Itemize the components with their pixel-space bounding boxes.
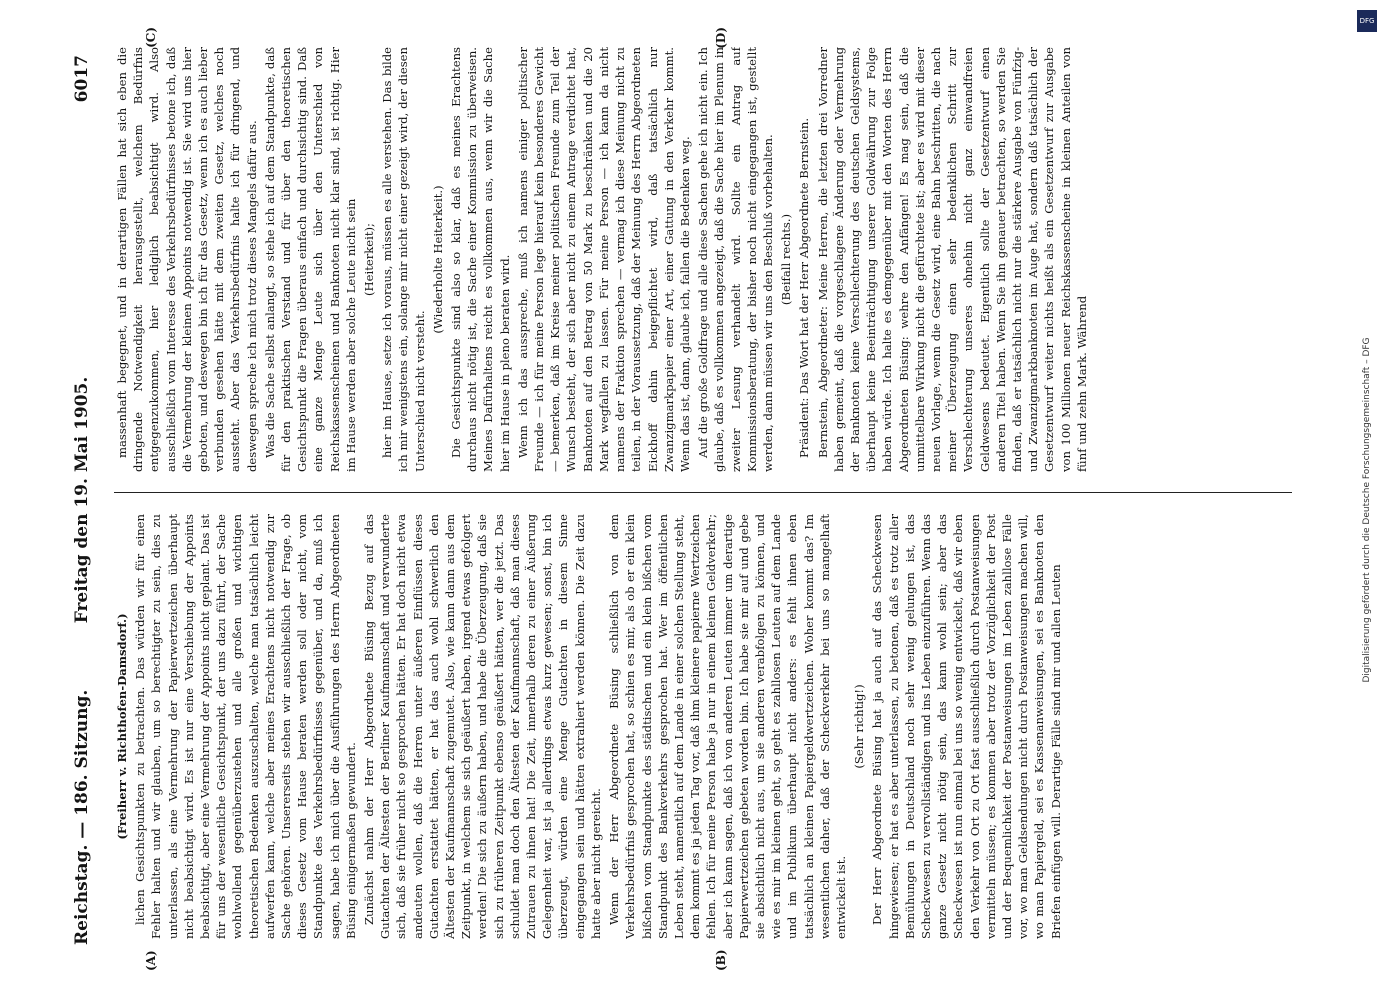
margin-mark-a: (A) (143, 950, 158, 971)
paragraph: Bernstein, Abgeordneter: Meine Herren, die letzten drei Vorredner haben gemeint, daß die vorgeschlagene Änderung oder Vermehrung der Banknoten keine Verschlechterung des deutschen Geldsystems, überhaupt keine Beeinträchtigung unserer Goldwährung zur Folge haben würde. Ich halte es demgegenüber mit den Worten des Herrn Abgeordneten Büsing: wehre den Anfängen! Es mag sein, daß die unmittelbare Wirkung nicht die gefürchtete ist; aber es wird mit dieser neuen Vorlage, wenn die Gesetz wird, eine Bahn beschritten, die nach meiner Überzeugung einen sehr bedenklichen Schritt zur Verschlechterung unseres ohnehin nicht ganz einwandfreien Geldwesens bedeutet. Eigentlich sollte der Gesetzentwurf einen anderen Titel haben. Wenn Sie ihn genauer betrachten, so werden Sie finden, daß er tatsächlich nicht nur die stärkere Ausgabe von Fünfzig- und Zwanzigmarkbanknoten im Auge hat, sondern daß tatsächlich der Gesetzentwurf weiter nichts heißt als ein Gesetzentwurf zur Ausgabe von 100 Millionen neuer Reichskassenscheine in kleinen Anteilen von fünf und zehn Mark. Während (815, 47, 1089, 472)
paragraph: Wenn der Herr Abgeordnete Büsing schließlich von dem Verkehrsbedürfnis gesprochen hat, so schien es mir, als ob er ein klein bißchen vom Standpunkte des städtischen und ein klein bißchen vom Standpunkt des Bankverkehrs gesprochen hat. Wer im öffentlichen Leben steht, namentlich auf dem Lande in einer solchen Stellung steht, dem kommt es ja jeden Tag vor, daß ihm kleinere papierne Wertzeichen fehlen. Ich für meine Person habe ja nur in einem kleinen Geldverkehr; aber ich kann sagen, daß ich von anderen Leuten immer um derartige Papierwertzeichen gebeten worden bin. Ich habe sie mir auf und gebe sie absichtlich nicht aus, um sie anderen verabfolgen zu können, und wie es mir im kleinen geht, so geht es zahllosen Leuten auf dem Lande und im Publikum überhaupt nicht anders: es fehlt ihnen eben tatsächlich an kleinen Papiergeldwertzeichen. Woher kommt das? Im wesentlichen daher, daß der Scheckverkehr bei uns so mangelhaft entwickelt ist. (606, 514, 848, 939)
rotated-sheet (62, 25, 1322, 975)
paragraph: massenhaft begegnet, und in derartigen Fällen hat sich eben die dringende Notwendigkeit herausgestellt, welchem Bedürfnis entgegenzukommen, hier lediglich beabsichtigt wird. Also ausschließlich vom Interesse des Verkehrsbedürfnisses betone ich, daß die Vermehrung der kleinen Appoints notwendig ist. Sie wird uns hier geboten, und deswegen bin ich für das Gesetz, wenn ich es auch lieber verbunden gesehen hätte mit dem zweiten Gesetz, welches noch aussteht. Aber das Verkehrsbedürfnis halte ich für dringend, und deswegen spreche ich mich trotz dieses Mangels dafür aus. (114, 47, 259, 472)
dfg-sidebar (1354, 10, 1380, 990)
interjection: (Wiederholte Heiterkeit.) (430, 185, 445, 334)
interjection: (Sehr richtig!) (851, 684, 866, 769)
funding-caption: Digitalisierung gefördert durch die Deutsche Forschungsgemeinschaft – DFG (1362, 337, 1372, 683)
paragraph: Wenn ich das ausspreche, muß ich namens einiger politischer Freunde — ich für meine Person lege hierauf kein besonderes Gewicht — bemerken, daß im Kreise meiner politischen Freunde zum Teil der Wunsch besteht, der sich aber nicht zu einem Antrage verdichtet hat, Banknoten auf den Betrag von 50 Mark zu beschränken und die 20 Mark wegfallen zu lassen. Für meine Person — ich kann da nicht namens der Fraktion sprechen — vermag ich diese Meinung nicht zu teilen, in der Voraussetzung, daß der Meinung des Herrn Abgeordneten Eickhoff dahin beigepflichtet wird, daß tatsächlich nur Zwanzigmarkpapier einer Art, einer Gattung in den Verkehr kommt. Wenn das ist, dann, glaube ich, fallen die Bedenken weg. (515, 47, 692, 472)
paragraph: lichen Gesichtspunkten zu betrachten. Das würden wir für einen Fehler halten und wir glauben, um so berechtigter zu sein, dies zu unterlassen, als eine Vermehrung der Papierwertzeichen überhaupt nicht beabsichtigt wird. Es ist nur eine Verschiebung der Appoints beabsichtigt, aber eine Vermehrung der Appoints nicht geplant. Das ist für uns der wesentliche Gesichtspunkt, der uns dazu führt, der Sache wohlwollend gegenüberzustehen und alle großen und wichtigen theoretischen Bedenken auszuschalten, welche man tatsächlich leicht aufwerfen kann, welche aber meines Erachtens nicht notwendig zur Sache gehören. Unsererseits stehen wir ausschließlich der Frage, ob dieses Gesetz vom Hause beraten werden soll oder nicht, vom Standpunkte des Verkehrsbedürfnisses gegenüber, und da, muß ich sagen, habe ich mich über die Ausführungen des Herrn Abgeordneten Büsing einigermaßen gewundert. (132, 514, 358, 939)
column-rule (114, 492, 1292, 493)
margin-mark-c: (C) (143, 27, 158, 48)
dfg-logo: DFG (1357, 10, 1377, 32)
paragraph: hier im Hause, setze ich voraus, müssen es alle verstehen. Das bilde ich mir wenigstens ein, solange mir nicht einer gezeigt wird, der diesen Unterschied nicht versteht. (379, 47, 427, 472)
paragraph: Präsident: Das Wort hat der Herr Abgeordnete Bernstein. (796, 118, 811, 458)
paragraph: Auf die große Goldfrage und alle diese Sachen gehe ich nicht ein. Ich glaube, daß es vollkommen angezeigt, daß die Sache hier im Plenum in zweiter Lesung verhandelt wird. Sollte ein Antrag auf Kommissionsberatung, der bisher noch nicht eingegangen ist, gestellt werden, dann müssen wir uns den Beschluß vorbehalten. (695, 47, 775, 472)
text-columns (114, 27, 1312, 971)
interjection: (Beifall rechts.) (778, 213, 793, 306)
paragraph: Was die Sache selbst anlangt, so stehe ich auf dem Standpunkte, daß für den praktischen Verstand und für über den theoretischen Gesichtspunkt die Fragen überaus einfach und durchsichtig sind. Daß eine ganze Menge Leute sich über den Unterschied von Reichskassenscheinen und Banknoten nicht klar sind, ist richtig. Hier im Hause werden aber solche Leute nicht sein (262, 47, 358, 472)
paragraph: Der Herr Abgeordnete Büsing hat ja auch auf das Scheckwesen hingewiesen; er hat es aber unterlassen, zu betonen, daß es trotz aller Bemühungen in Deutschland noch sehr wenig gelungen ist, das Scheckwesen zu vervollständigen und ins Leben einzuführen. Wenn das ganze Gesetz nicht nötig sein, das kann wohl sein; aber das Scheckwesen ist nun einmal bei uns so wenig entwickelt, daß wir eben den Verkehr von Ort zu Ort fast ausschließlich durch Postanweisungen vermitteln müssen; es kommen aber trotz der Vorzüglichkeit der Post und der Bequemlichkeit der Postanweisungen im Leben zahllose Fälle vor, wo man Geldsendungen nicht durch Postanweisungen machen will, wo man Papiergeld, sei es Kassenanweisungen, sei es Banknoten den Briefen einfügen will. Derartige Fälle sind mir und allen Leuten (869, 514, 1063, 939)
margin-mark-d: (D) (713, 27, 728, 49)
paragraph: Zunächst nahm der Herr Abgeordnete Büsing Bezug auf das Gutachten der Ältesten der Berliner Kaufmannschaft und verwunderte sich, daß sie früher nicht so gesprochen hätten. Er hat doch nicht etwa andeuten wollen, daß die Herren unter äußeren Einflüssen dieses Gutachten erstattet hätten, er hat das auch wohl schwerlich den Ältesten der Kaufmannschaft zugemutet. Also, wie kann dann aus dem Zeitpunkt, in welchem sie sich geäußert haben, irgend etwas gefolgert werden! Die sich zu äußern haben, und habe die Überzeugung, daß sie sich zu früheren Zeitpunkt ebenso geäußert hätten, wer die jetzt. Das schuldet man doch den Ältesten der Kaufmannschaft, daß man dieses Zutrauen zu ihnen hat! Die Zeit, innerhalb deren zu einer Äußerung Gelegenheit war, ist ja allerdings etwas kurz gewesen; sonst, bin ich überzeugt, würden eine Menge Gutachten in diesem Sinne eingegangen sein und hätten extrahiert werden können. Die Zeit dazu hatte aber nicht gereicht. (361, 514, 603, 939)
paragraph: Die Gesichtspunkte sind also so klar, daß es meines Erachtens durchaus nicht nötig ist, die Sache einer Kommission zu überweisen. Meines Dafürhaltens reicht es vollkommen aus, wenn wir die Sache hier im Hause in pleno beraten wird. (448, 47, 512, 472)
page-number: 6017 (71, 55, 92, 103)
interjection: (Heiterkeit); (361, 223, 376, 296)
margin-mark-b: (B) (713, 949, 728, 971)
header-left: Reichstag. — 186. Sitzung. (71, 689, 92, 945)
page-header (62, 25, 108, 975)
header-date: Freitag den 19. Mai 1905. (71, 376, 92, 624)
right-column (114, 47, 1312, 472)
speaker-attribution: (Freiherr v. Richthofen-Damsdorf.) (114, 613, 129, 840)
left-column (114, 514, 1312, 939)
